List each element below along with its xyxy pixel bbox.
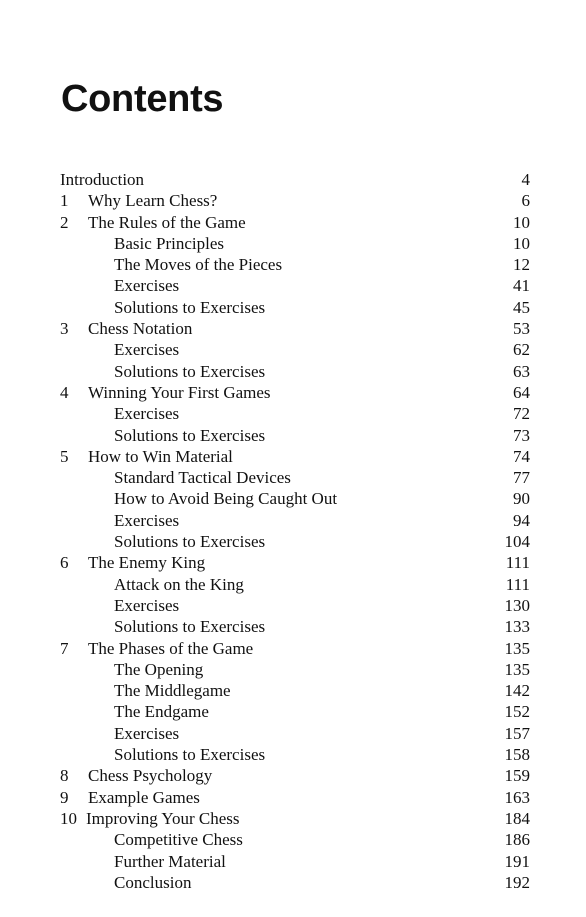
- toc-page-number: 73: [513, 425, 530, 445]
- toc-entry: [60, 744, 530, 765]
- page-title: Contents: [61, 78, 224, 120]
- toc-entry-label: Attack on the King: [114, 574, 244, 594]
- toc-page-number: 4: [521, 170, 530, 189]
- toc-entry: [60, 488, 530, 509]
- toc-entry-label: Exercises: [114, 723, 180, 743]
- table-of-contents: [60, 169, 530, 893]
- toc-entry: [60, 701, 530, 722]
- toc-chapter-number: 7: [60, 638, 69, 658]
- toc-page-number: 90: [513, 489, 530, 509]
- toc-entry: [60, 829, 530, 850]
- toc-entry-label: Chess Notation: [88, 319, 193, 339]
- toc-entry-label: Introduction: [60, 170, 145, 189]
- toc-entry-label: The Opening: [114, 659, 204, 679]
- toc-page-number: 163: [504, 787, 530, 807]
- toc-page-number: 192: [504, 872, 530, 892]
- toc-page-number: 64: [513, 382, 530, 402]
- toc-page-number: 111: [505, 574, 530, 594]
- toc-entry-label: Solutions to Exercises: [114, 617, 266, 637]
- toc-page-number: 104: [504, 532, 530, 552]
- toc-entry: [60, 552, 530, 573]
- toc-entry: [60, 297, 530, 318]
- toc-entry: [60, 318, 530, 339]
- toc-entry: [60, 595, 530, 616]
- toc-chapter-number: 1: [60, 191, 69, 211]
- toc-entry: [60, 872, 530, 893]
- toc-page-number: 111: [505, 553, 530, 573]
- toc-entry-label: The Rules of the Game: [88, 212, 246, 232]
- toc-entry-label: The Enemy King: [88, 553, 206, 573]
- toc-entry-label: The Moves of the Pieces: [114, 255, 283, 275]
- toc-chapter-number: 10: [60, 808, 77, 828]
- toc-entry: [60, 638, 530, 659]
- toc-page-number: 74: [513, 446, 530, 466]
- toc-chapter-number: 6: [60, 553, 69, 573]
- toc-entry: [60, 275, 530, 296]
- toc-chapter-number: 2: [60, 212, 69, 232]
- toc-entry-label: Improving Your Chess: [86, 808, 240, 828]
- toc-entry: [60, 787, 530, 808]
- toc-entry-label: Chess Psychology: [88, 766, 213, 786]
- toc-page-number: 62: [513, 340, 530, 360]
- toc-page-number: 94: [513, 510, 530, 530]
- toc-page-number: 10: [513, 233, 530, 253]
- toc-entry-label: Exercises: [114, 595, 180, 615]
- toc-entry-label: How to Win Material: [88, 446, 233, 466]
- toc-page-number: 6: [521, 191, 530, 211]
- toc-page-number: 157: [504, 723, 530, 743]
- toc-page-number: 184: [504, 808, 530, 828]
- toc-entry-label: How to Avoid Being Caught Out: [114, 489, 338, 509]
- toc-page-number: 152: [504, 702, 530, 722]
- toc-entry: [60, 403, 530, 424]
- toc-entry-label: Solutions to Exercises: [114, 532, 266, 552]
- toc-entry-label: Solutions to Exercises: [114, 425, 266, 445]
- toc-page-number: 63: [513, 361, 530, 381]
- toc-page-number: 72: [513, 404, 530, 424]
- toc-entry-label: Solutions to Exercises: [114, 745, 266, 765]
- toc-entry: [60, 190, 530, 211]
- toc-page-number: 10: [513, 212, 530, 232]
- toc-entry: [60, 382, 530, 403]
- toc-page-number: 158: [504, 745, 530, 765]
- toc-entry-label: Solutions to Exercises: [114, 361, 266, 381]
- toc-entry-label: Exercises: [114, 510, 180, 530]
- toc-entry-label: Exercises: [114, 340, 180, 360]
- toc-entry: [60, 851, 530, 872]
- toc-entry: [60, 574, 530, 595]
- toc-entry-label: Exercises: [114, 276, 180, 296]
- toc-entry: [60, 723, 530, 744]
- toc-entry: [60, 616, 530, 637]
- toc-entry-label: Winning Your First Games: [88, 382, 271, 402]
- toc-entry-label: Basic Principles: [114, 233, 225, 253]
- toc-page-number: 41: [513, 276, 530, 296]
- toc-entry: [60, 361, 530, 382]
- toc-entry-label: Solutions to Exercises: [114, 297, 266, 317]
- toc-chapter-number: 8: [60, 766, 69, 786]
- toc-page-number: 142: [504, 681, 530, 701]
- toc-page-number: 53: [513, 319, 530, 339]
- toc-entry-label: The Endgame: [114, 702, 209, 722]
- toc-entry: [60, 233, 530, 254]
- toc-chapter-number: 9: [60, 787, 69, 807]
- toc-entry: [60, 254, 530, 275]
- toc-page-number: 159: [504, 766, 530, 786]
- toc-page-number: 77: [513, 468, 530, 488]
- toc-entry-label: The Phases of the Game: [88, 638, 254, 658]
- toc-page-number: 135: [504, 638, 530, 658]
- toc-page-number: 45: [513, 297, 530, 317]
- toc-entry-label: Further Material: [114, 851, 226, 871]
- toc-page-number: 191: [504, 851, 530, 871]
- toc-entry-label: Why Learn Chess?: [88, 191, 218, 211]
- toc-page-number: 133: [504, 617, 530, 637]
- toc-entry-label: Exercises: [114, 404, 180, 424]
- toc-chapter-number: 4: [60, 382, 69, 402]
- toc-entry: [60, 467, 530, 488]
- toc-entry: [60, 446, 530, 467]
- toc-chapter-number: 5: [60, 446, 69, 466]
- toc-page-number: 12: [513, 255, 530, 275]
- toc-entry: [60, 169, 530, 190]
- toc-entry-label: Competitive Chess: [114, 830, 243, 850]
- toc-entry-label: Conclusion: [114, 872, 192, 892]
- toc-page-number: 130: [504, 595, 530, 615]
- toc-entry: [60, 510, 530, 531]
- toc-page-number: 135: [504, 659, 530, 679]
- toc-entry-label: Example Games: [88, 787, 200, 807]
- toc-entry: [60, 425, 530, 446]
- toc-chapter-number: 3: [60, 319, 69, 339]
- toc-entry: [60, 765, 530, 786]
- toc-entry: [60, 212, 530, 233]
- toc-entry: [60, 659, 530, 680]
- toc-entry: [60, 680, 530, 701]
- toc-entry: [60, 808, 530, 829]
- toc-entry-label: The Middlegame: [114, 681, 231, 701]
- toc-entry: [60, 339, 530, 360]
- toc-entry-label: Standard Tactical Devices: [114, 468, 291, 488]
- toc-page-number: 186: [504, 830, 530, 850]
- toc-entry: [60, 531, 530, 552]
